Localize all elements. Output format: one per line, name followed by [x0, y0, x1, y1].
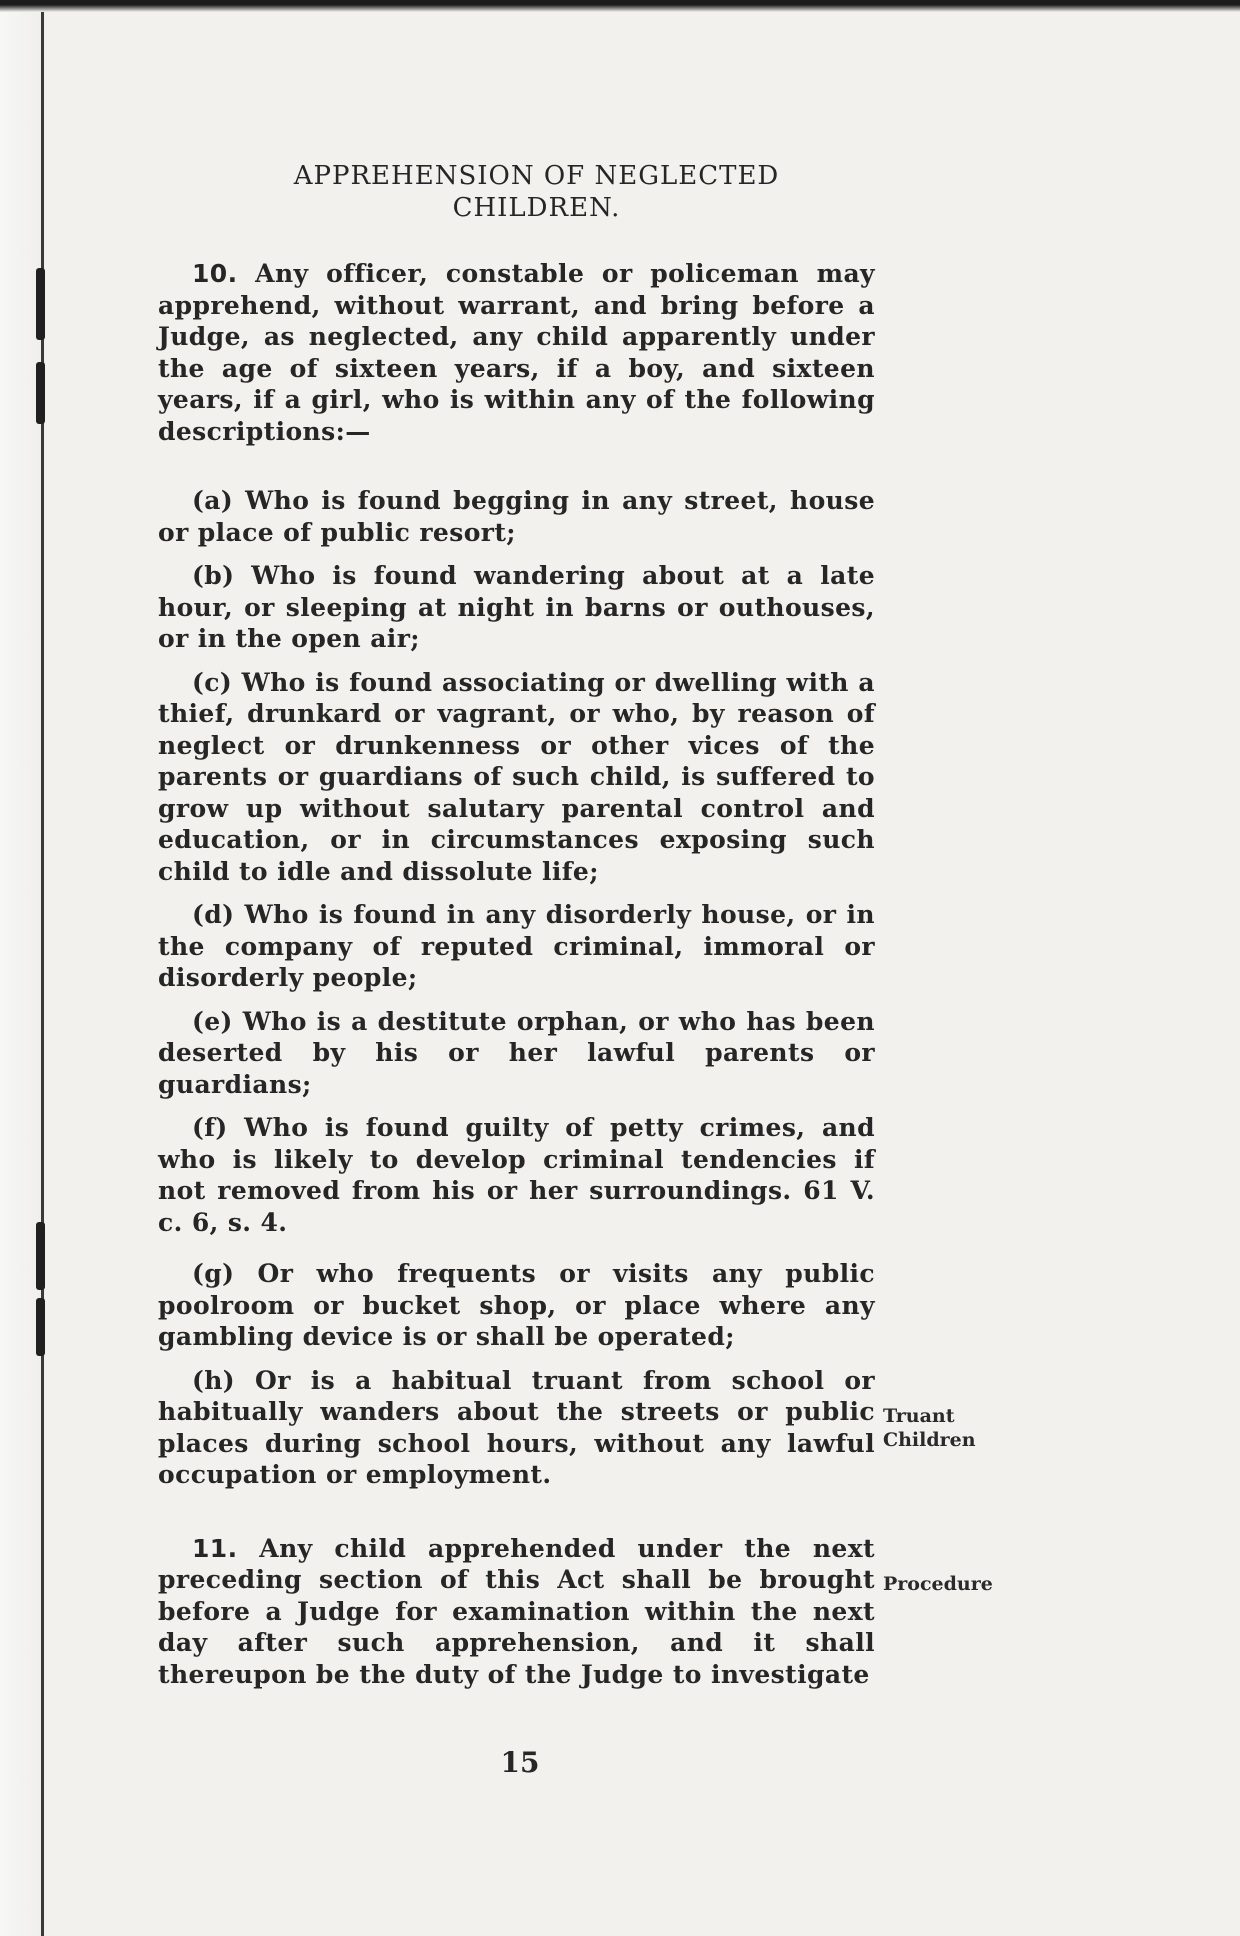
- binding-mark: [36, 362, 45, 424]
- title-line-1: APPREHENSION OF NEGLECTED: [293, 161, 780, 191]
- section-number: 10.: [192, 259, 238, 288]
- binding-mark: [36, 1298, 45, 1356]
- clause-a: (a) Who is found begging in any street, house or place of public resort;: [158, 486, 875, 547]
- document-page: [158, 160, 993, 1690]
- clause-d: (d) Who is found in any disorderly house, or in the company of reputed criminal, immoral or disorderly people;: [158, 900, 875, 992]
- binding-mark: [36, 268, 45, 340]
- margin-note-procedure: Procedure: [883, 1573, 993, 1595]
- section-10: [158, 258, 875, 447]
- margin-note-line: Truant: [883, 1405, 955, 1427]
- page-title: [198, 160, 875, 224]
- section-text: Any officer, constable or policeman may apprehend, without warrant, and bring before a Judge, as neglected, any child apparently under the age of sixteen years, if a boy, and sixteen years, if a girl, who is within any of the following descriptions:—: [158, 259, 875, 446]
- margin-note-truant: [883, 1404, 976, 1452]
- section-11: [158, 1533, 875, 1691]
- clause-b: (b) Who is found wandering about at a late hour, or sleeping at night in barns or outhouses, or in the open air;: [158, 561, 875, 653]
- clause-h: (h) Or is a habitual truant from school or habitually wanders about the streets or public places during school hours, without any lawful occupation or employment.: [158, 1365, 875, 1489]
- clause-e: (e) Who is a destitute orphan, or who has been deserted by his or her lawful parents or guardians;: [158, 1006, 875, 1099]
- clause-g: (g) Or who frequents or visits any public poolroom or bucket shop, or place where any gambling device is or shall be operated;: [158, 1259, 875, 1351]
- title-line-2: CHILDREN.: [452, 193, 621, 223]
- scan-top-edge: [0, 0, 1240, 12]
- binding-mark: [36, 1222, 45, 1290]
- clause-c: (c) Who is found associating or dwelling with a thief, drunkard or vagrant, or who, by reason of neglect or drunkenness or other vices of the parents or guardians of such child, is suffered to grow up without salutary parental control and education, or in circumstances exposing such child to idle and dissolute life;: [158, 667, 875, 886]
- section-number: 11.: [192, 1533, 238, 1563]
- page-number: 15: [500, 1746, 540, 1779]
- section-text: Any child apprehended under the next preceding section of this Act shall be brought before a Judge for examination within the next day after such apprehension, and it shall thereupon be the duty of the Judge to investigate: [158, 1533, 875, 1689]
- margin-note-line: Children: [883, 1429, 976, 1451]
- clause-f: (f) Who is found guilty of petty crimes, and who is likely to develop criminal tendencies if not removed from his or her surroundings. 61 V. c. 6, s. 4.: [158, 1113, 875, 1237]
